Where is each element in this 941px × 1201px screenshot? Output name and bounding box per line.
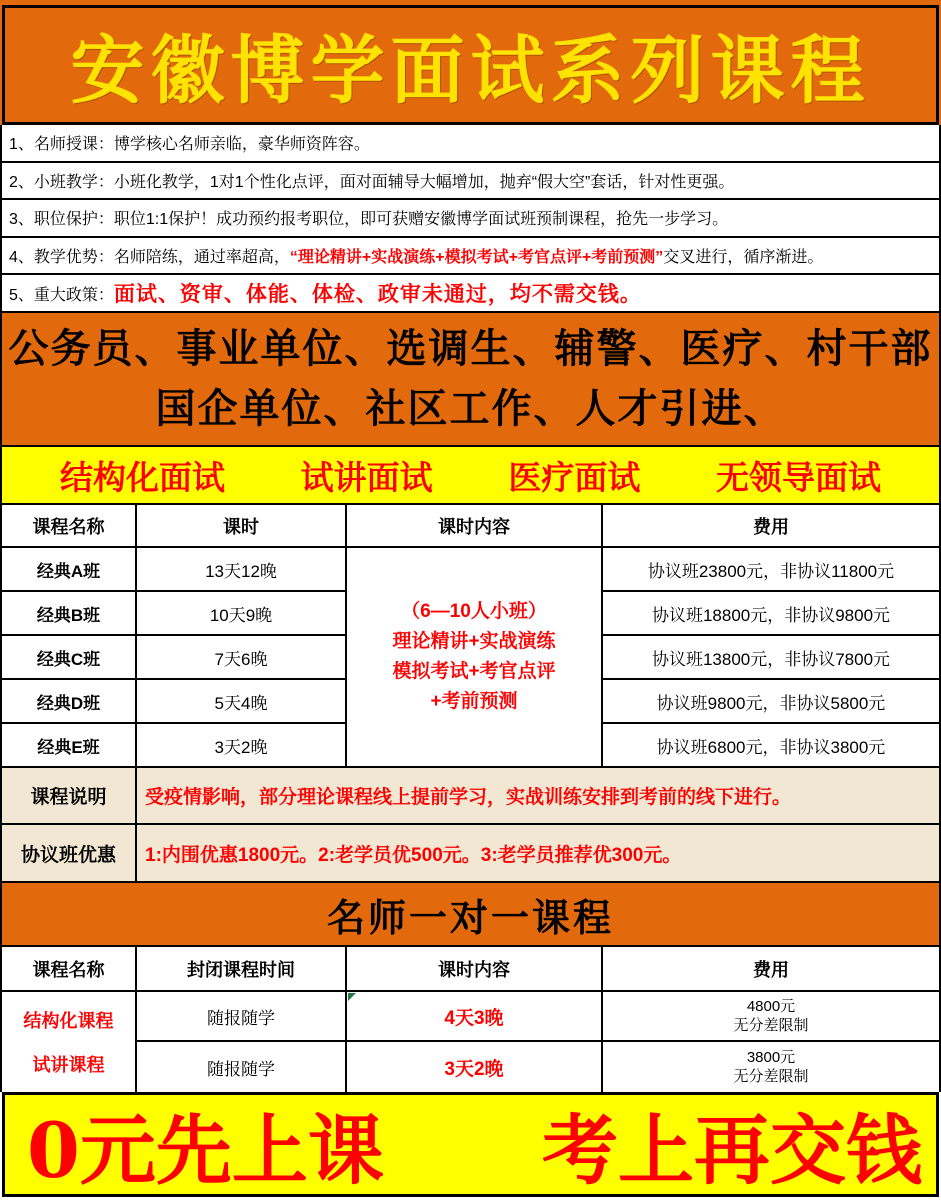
course-row-fee: 协议班18800元，非协议9800元 (603, 592, 939, 636)
audience-line-2: 国企单位、社区工作、人才引进、 (155, 387, 786, 431)
feature-row-1 (2, 125, 939, 163)
audience-line-1: 公务员、事业单位、选调生、辅警、医疗、村干部 (8, 327, 933, 371)
course-table-header-name: 课程名称 (2, 505, 137, 548)
feature-row-5 (2, 275, 939, 313)
oo-fee-condition: 无分差限制 (733, 1017, 809, 1034)
note-label-discount: 协议班优惠 (2, 825, 137, 883)
course-content-merged-cell (347, 548, 603, 768)
feature-list (2, 125, 939, 313)
course-table-header-duration: 课时 (137, 505, 347, 548)
one-on-one-table (2, 947, 939, 1092)
content-frame (0, 125, 941, 1092)
course-content-line-1: （6—10人小班） (401, 601, 547, 622)
footer-banner (0, 1092, 941, 1201)
feature-2-label: 2、小班教学： (9, 173, 114, 191)
course-content-line-4: +考前预测 (430, 691, 518, 712)
note-label-description: 课程说明 (2, 768, 137, 825)
footer-slogan-left: 0元先上课 (27, 1106, 384, 1195)
course-content-line-3: 模拟考试+考官点评 (392, 661, 556, 682)
oo-row-name-structured: 结构化课程 (23, 1011, 114, 1031)
oo-row-fee (603, 1042, 939, 1092)
feature-row-3 (2, 200, 939, 238)
oo-row-fee (603, 992, 939, 1042)
oo-fee-condition: 无分差限制 (733, 1068, 809, 1085)
course-row-fee: 协议班13800元，非协议7800元 (603, 636, 939, 680)
feature-4-suffix: 交叉进行，循序渐进。 (663, 249, 824, 267)
cell-corner-marker (348, 993, 356, 1001)
note-text-discount: 1:内围优惠1800元。2:老学员优500元。3:老学员推荐优300元。 (137, 825, 939, 883)
oo-fee-amount: 3800元 (746, 1049, 796, 1066)
feature-5-label: 5、重大政策： (9, 286, 114, 304)
course-row-fee: 协议班9800元，非协议5800元 (603, 680, 939, 724)
oo-header-schedule: 封闭课程时间 (137, 947, 347, 992)
oo-row-content: 3天2晚 (347, 1042, 603, 1092)
interview-types-bar (2, 445, 939, 505)
oo-row-content (347, 992, 603, 1042)
course-row-name: 经典A班 (2, 548, 137, 592)
interview-type-lecture: 试讲面试 (300, 458, 433, 496)
note-text-description: 受疫情影响，部分理论课程线上提前学习，实战训练安排到考前的线下进行。 (137, 768, 939, 825)
feature-3-label: 3、职位保护： (9, 211, 114, 229)
course-row-duration: 5天4晚 (137, 680, 347, 724)
feature-5-highlight: 面试、资审、体能、体检、政审未通过，均不需交钱。 (113, 281, 642, 307)
oo-name-merged-cell (2, 992, 137, 1092)
course-row-name: 经典D班 (2, 680, 137, 724)
interview-type-structured: 结构化面试 (60, 458, 225, 496)
oo-header-name: 课程名称 (2, 947, 137, 992)
oo-header-content: 课时内容 (347, 947, 603, 992)
course-row-fee: 协议班6800元，非协议3800元 (603, 724, 939, 768)
feature-1-text: 博学核心名师亲临，豪华师资阵容。 (113, 136, 370, 154)
feature-1-label: 1、名师授课： (9, 136, 114, 154)
course-row-name: 经典E班 (2, 724, 137, 768)
oo-fee-amount: 4800元 (746, 998, 796, 1015)
one-on-one-banner-title: 名师一对一课程 (326, 897, 614, 940)
footer-slogan-right: 考上再交钱 (542, 1106, 922, 1195)
oo-row-schedule: 随报随学 (137, 992, 347, 1042)
oo-row-content-text: 4天3晚 (444, 1007, 504, 1029)
feature-row-2 (2, 163, 939, 201)
feature-4-highlight: “理论精讲+实战演练+模拟考试+考官点评+考前预测” (289, 249, 664, 267)
one-on-one-banner (2, 883, 939, 947)
feature-row-4 (2, 238, 939, 276)
course-row-duration: 3天2晚 (137, 724, 347, 768)
notes-section (2, 768, 939, 883)
course-row-name: 经典C班 (2, 636, 137, 680)
oo-row-name-lecture: 试讲课程 (32, 1055, 105, 1075)
interview-type-leaderless: 无领导面试 (715, 458, 881, 496)
interview-type-medical: 医疗面试 (508, 458, 641, 496)
course-row-duration: 13天12晚 (137, 548, 347, 592)
header-banner (0, 0, 941, 125)
course-row-duration: 7天6晚 (137, 636, 347, 680)
course-row-name: 经典B班 (2, 592, 137, 636)
audience-banner (2, 313, 939, 445)
feature-3-text: 职位1:1保护！成功预约报考职位，即可获赠安徽博学面试班预制课程，抢先一步学习。 (113, 211, 729, 229)
footer-banner-box (2, 1092, 939, 1197)
course-row-duration: 10天9晚 (137, 592, 347, 636)
course-row-fee: 协议班23800元，非协议11800元 (603, 548, 939, 592)
feature-4-text: 名师陪练，通过率超高， (113, 249, 290, 267)
header-title-box (2, 5, 939, 125)
course-content-line-2: 理论精讲+实战演练 (392, 631, 556, 652)
course-table (2, 505, 939, 768)
feature-2-text: 小班化教学，1对1个性化点评，面对面辅导大幅增加，抛弃“假大空”套话，针对性更强。 (113, 173, 735, 191)
course-table-header-content: 课时内容 (347, 505, 603, 548)
course-table-header-fee: 费用 (603, 505, 939, 548)
page-title: 安徽博学面试系列课程 (70, 28, 871, 114)
oo-row-schedule: 随报随学 (137, 1042, 347, 1092)
oo-header-fee: 费用 (603, 947, 939, 992)
feature-4-label: 4、教学优势： (9, 249, 114, 267)
